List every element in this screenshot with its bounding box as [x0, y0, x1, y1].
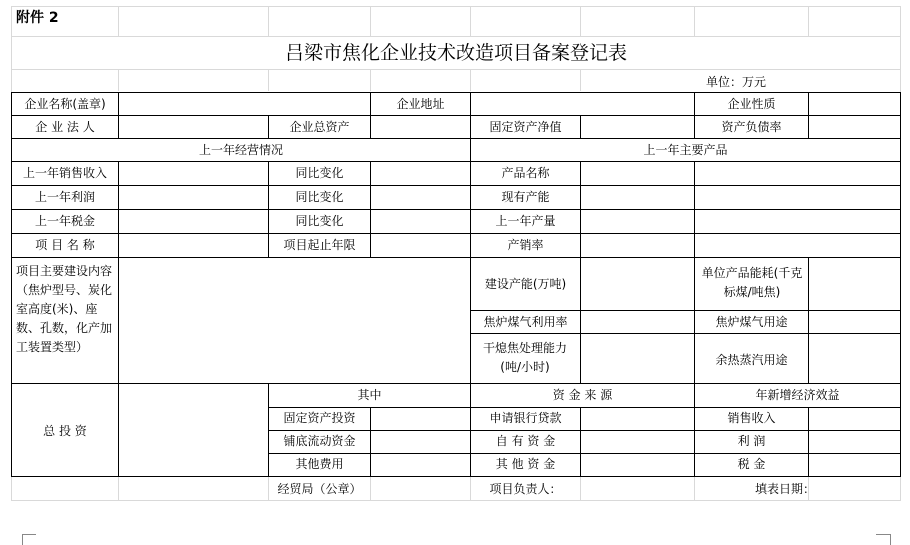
legal-person-label: 企 业 法 人	[35, 120, 95, 134]
gridline	[370, 69, 371, 91]
border	[370, 161, 371, 258]
ops-label: 项 目 名 称	[35, 238, 95, 252]
gridline	[580, 69, 581, 91]
gridline	[118, 476, 119, 500]
ops-label: 上一年销售收入	[22, 166, 107, 180]
border	[900, 92, 901, 477]
border	[580, 161, 581, 384]
border	[370, 407, 371, 477]
fill-date-label: 填表日期：	[754, 482, 815, 496]
funding-item-label: 自 有 资 金	[495, 434, 556, 448]
page-title: 吕梁市焦化企业技术改造项目备案登记表	[284, 42, 627, 64]
investment-item-label: 固定资产投资	[283, 411, 356, 425]
border	[268, 407, 901, 408]
capacity-label: 建设产能(万吨)	[484, 277, 567, 291]
company-name-label: 企业名称(盖章)	[24, 97, 106, 111]
responsible-person-label: 项目负责人：	[489, 482, 562, 496]
product-field-label: 现有产能	[501, 190, 550, 204]
gridline	[11, 36, 901, 37]
border	[808, 92, 809, 139]
gridline	[118, 69, 119, 91]
gridline	[268, 69, 269, 91]
benefit-item-label: 税 金	[737, 457, 766, 471]
border	[11, 209, 901, 210]
gridline	[118, 6, 119, 36]
border	[118, 161, 119, 258]
gridline	[268, 6, 269, 36]
gridline	[11, 500, 901, 501]
product-field-label: 产销率	[507, 238, 544, 252]
product-field-label: 产品名称	[501, 166, 550, 180]
benefit-item-label: 销售收入	[727, 411, 776, 425]
economic-benefit-label: 年新增经济效益	[755, 388, 840, 402]
gridline	[694, 6, 695, 36]
border	[268, 453, 901, 454]
investment-item-label: 其他费用	[295, 457, 344, 471]
crop-mark	[890, 534, 891, 545]
investment-item-label: 铺底流动资金	[283, 434, 356, 448]
border	[11, 383, 901, 384]
gridline	[370, 476, 371, 500]
border	[11, 138, 901, 139]
debt-ratio-label: 资产负债率	[721, 120, 782, 134]
total-investment-label: 总 投 资	[43, 424, 87, 438]
gridline	[470, 69, 471, 91]
section-last-year-operations: 上一年经营情况	[198, 143, 283, 157]
border	[11, 115, 901, 116]
border	[470, 310, 901, 311]
product-field-label: 上一年产量	[495, 214, 556, 228]
waste-heat-label: 余热蒸汽用途	[715, 353, 788, 367]
border	[580, 407, 581, 477]
attachment-label: 附件 2	[16, 10, 59, 26]
gridline	[11, 6, 901, 7]
of-which-label: 其中	[357, 388, 382, 402]
construction-content-label: 项目主要建设内容（焦炉型号、炭化室高度(米)、座数、孔数，化产加工装置类型）	[16, 264, 113, 354]
gridline	[580, 476, 581, 500]
crop-mark	[876, 534, 890, 535]
funding-item-label: 其 他 资 金	[495, 457, 556, 471]
border	[268, 430, 901, 431]
funding-item-label: 申请银行贷款	[489, 411, 562, 425]
benefit-item-label: 利 润	[737, 434, 766, 448]
ops-compare: 同比变化	[295, 166, 344, 180]
bureau-seal-label: 经贸局（公章）	[277, 482, 362, 496]
company-nature-label: 企业性质	[727, 97, 776, 111]
ops-label: 上一年利润	[34, 190, 95, 204]
border	[11, 257, 901, 258]
ops-compare: 同比变化	[295, 214, 344, 228]
gridline	[580, 6, 581, 36]
border	[470, 333, 901, 334]
crop-mark	[22, 534, 36, 535]
border	[11, 185, 901, 186]
border	[118, 257, 119, 384]
border	[118, 383, 119, 477]
company-address-label: 企业地址	[396, 97, 445, 111]
border	[11, 233, 901, 234]
ops-compare: 同比变化	[295, 190, 344, 204]
gridline	[370, 6, 371, 36]
ops-label: 上一年税金	[34, 214, 95, 228]
border	[808, 407, 809, 477]
border	[808, 257, 809, 384]
border	[11, 476, 901, 477]
gas-util-label: 焦炉煤气利用率	[483, 315, 568, 329]
border	[11, 161, 901, 162]
gridline	[470, 6, 471, 36]
unit-label: 单位：万元	[706, 75, 767, 89]
gas-use-label: 焦炉煤气用途	[715, 315, 788, 329]
net-fixed-assets-label: 固定资产净值	[489, 120, 562, 134]
border	[118, 92, 119, 139]
ops-compare: 项目起止年限	[283, 238, 356, 252]
border	[11, 92, 901, 93]
gridline	[694, 476, 695, 500]
energy-label: 单位产品能耗(千克标煤/吨焦)	[701, 266, 803, 299]
section-last-year-products: 上一年主要产品	[643, 143, 728, 157]
border	[580, 115, 581, 139]
gridline	[808, 6, 809, 36]
cdq-label: 干熄焦处理能力(吨/小时)	[482, 341, 567, 374]
funding-source-label: 资 金 来 源	[552, 388, 613, 402]
gridline	[11, 69, 901, 70]
total-assets-label: 企业总资产	[289, 120, 350, 134]
crop-mark	[22, 534, 23, 545]
